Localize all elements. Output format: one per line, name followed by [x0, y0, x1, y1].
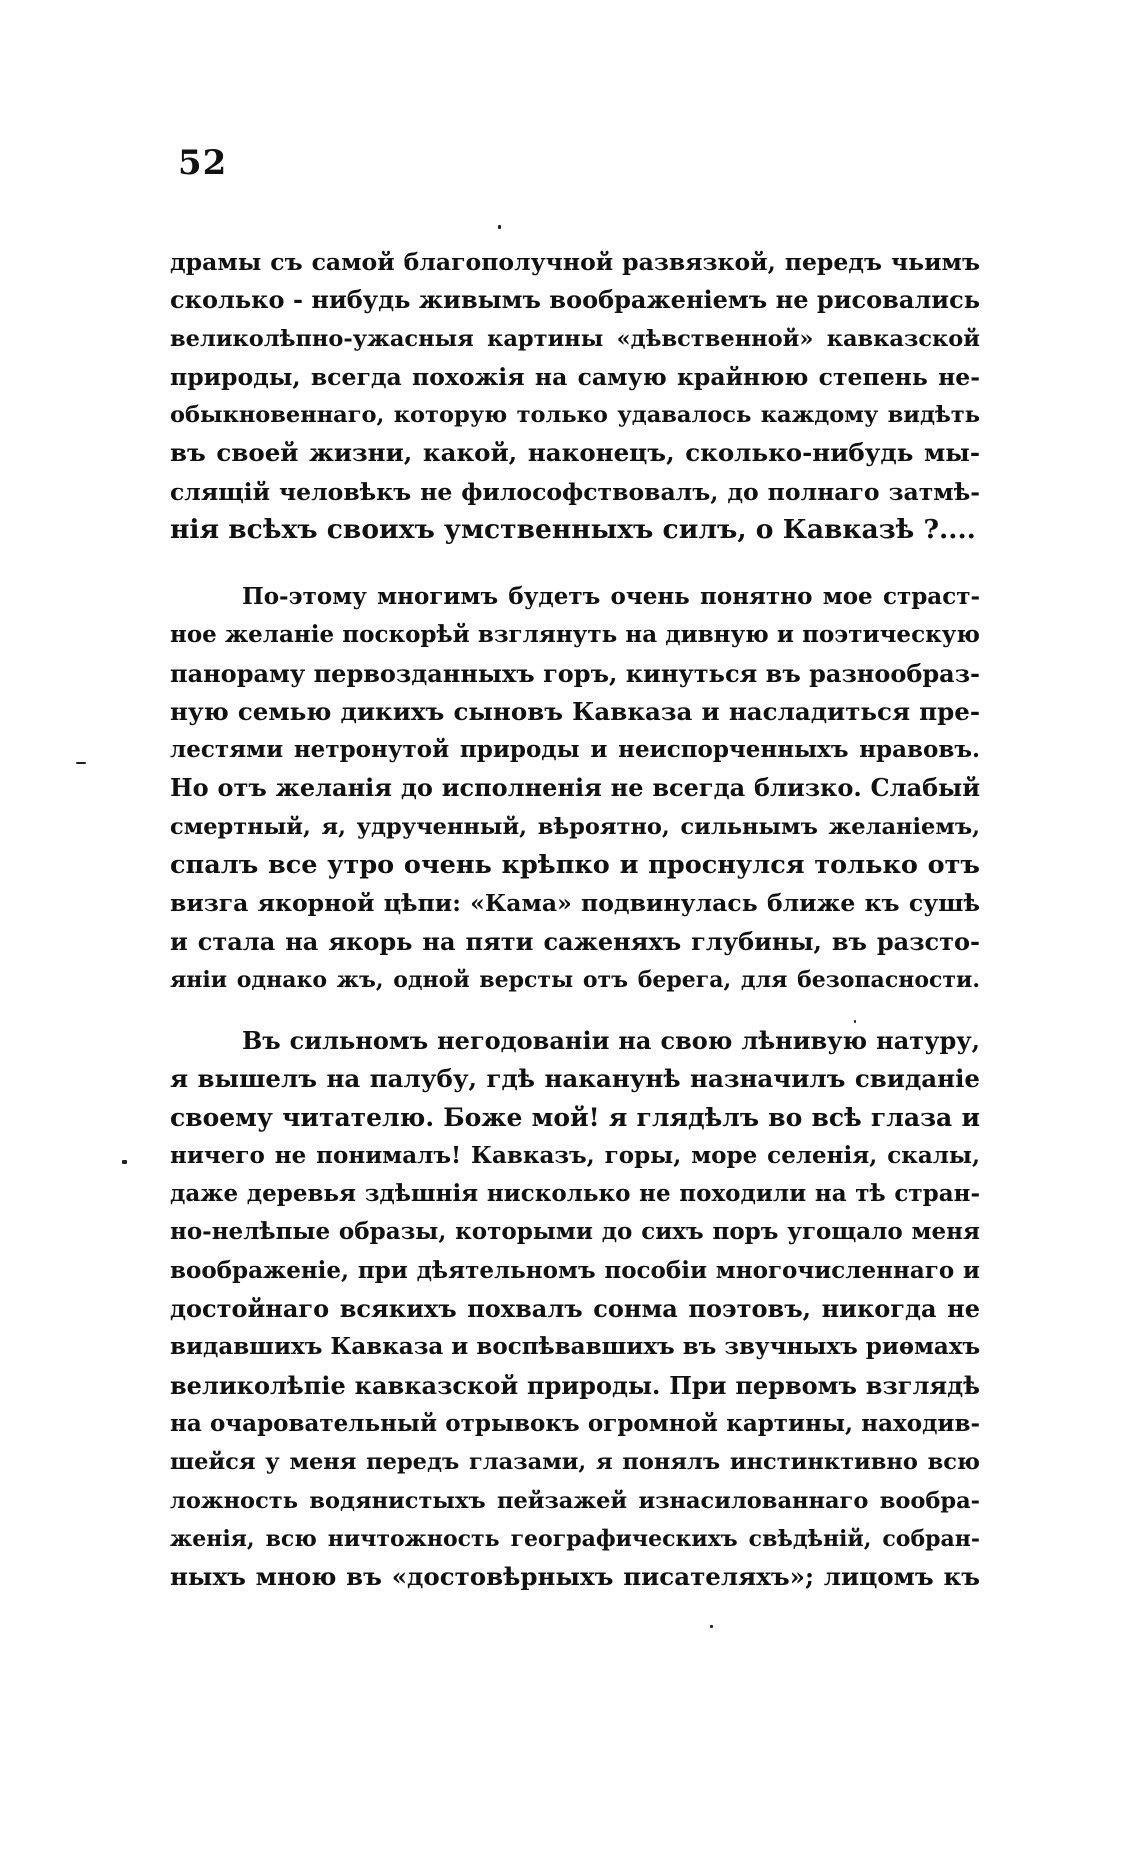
text-line: ныхъ мною въ «достовѣрныхъ писателяхъ»; лицомъ къ	[170, 1562, 980, 1592]
scan-speck	[76, 762, 86, 764]
text-line: воображеніе, при дѣятельномъ пособіи многочисленнаго и	[170, 1256, 980, 1284]
text-line: ничего не понималъ! Кавказъ, горы, море селенія, скалы,	[170, 1141, 980, 1169]
text-line: и стала на якорь на пяти саженяхъ глубины, въ разсто-	[170, 926, 980, 956]
text-line: яніи однако жъ, одной версты отъ берега, для безопасности.	[170, 966, 980, 993]
text-line: женія, всю ничтожность географическихъ свѣдѣній, собран-	[170, 1525, 980, 1552]
scan-speck	[122, 1160, 127, 1164]
text-line: нія всѣхъ своихъ умственныхъ силъ, о Кавказѣ ?....	[170, 514, 976, 546]
text-line: даже деревья здѣшнія нисколько не походили на тѣ стран-	[170, 1180, 980, 1208]
text-line: но-нелѣпые образы, которыми до сихъ поръ угощало меня	[170, 1218, 980, 1246]
page-number: 52	[178, 143, 228, 183]
text-line: сколько - нибудь живымъ воображеніемъ не рисовались	[170, 285, 980, 315]
text-line: Въ сильномъ негодованіи на свою лѣнивую натуру,	[242, 1026, 980, 1055]
text-line: великолѣпіе кавказской природы. При первомъ взглядѣ	[170, 1370, 980, 1400]
scan-speck	[854, 1020, 856, 1023]
scan-speck	[710, 1625, 713, 1628]
text-line: спалъ все утро очень крѣпко и проснулся только отъ	[170, 850, 980, 881]
paragraph-1	[170, 243, 980, 549]
text-line: достойнаго всякихъ похвалъ сонма поэтовъ, никогда не	[170, 1294, 980, 1324]
text-line: лестями нетронутой природы и неиспорченныхъ нравовъ.	[170, 736, 980, 764]
text-line: Но отъ желанія до исполненія не всегда близко. Слабый	[170, 773, 980, 803]
text-line: своему читателю. Боже мой! я глядѣлъ во всѣ глаза и	[170, 1102, 980, 1132]
text-line: смертный, я, удрученный, вѣроятно, сильнымъ желаніемъ,	[170, 813, 980, 840]
paragraph-3	[170, 1022, 980, 1596]
text-line: слящій человѣкъ не философствовалъ, до полнаго затмѣ-	[170, 477, 980, 506]
text-line: обыкновеннаго, которую только удавалось каждому видѣть	[170, 402, 980, 429]
text-line: драмы съ самой благополучной развязкой, передъ чьимъ	[170, 248, 980, 276]
text-line: великолѣпно-ужасныя картины «дѣвственной» кавказской	[170, 325, 980, 352]
text-line: на очаровательный отрывокъ огромной картины, находив-	[170, 1409, 980, 1437]
text-line: видавшихъ Кавказа и воспѣвавшихъ въ звучныхъ риѳмахъ	[170, 1333, 981, 1361]
text-line: ложность водянистыхъ пейзажей изнасилованнаго вообра-	[170, 1487, 980, 1514]
text-line: шейся у меня передъ глазами, я понялъ инстинктивно всю	[170, 1449, 980, 1476]
text-line: панораму первозданныхъ горъ, кинуться въ разнообраз-	[170, 658, 980, 688]
text-line: я вышелъ на палубу, гдѣ наканунѣ назначилъ свиданіе	[170, 1064, 980, 1094]
text-line: ное желаніе поскорѣй взглянуть на дивную и поэтическую	[170, 621, 980, 649]
scan-speck	[498, 225, 501, 229]
text-line: ную семью дикихъ сыновъ Кавказа и насладиться пре-	[170, 696, 980, 726]
text-line: По-этому многимъ будетъ очень понятно мое страст-	[242, 583, 980, 610]
text-line: визга якорной цѣпи: «Кама» подвинулась ближе къ сушѣ	[170, 889, 980, 918]
text-line: природы, всегда похожія на самую крайнюю степень не-	[170, 362, 980, 391]
text-line: въ своей жизни, какой, наконецъ, сколько-нибудь мы-	[170, 438, 980, 468]
paragraph-2	[170, 578, 980, 999]
